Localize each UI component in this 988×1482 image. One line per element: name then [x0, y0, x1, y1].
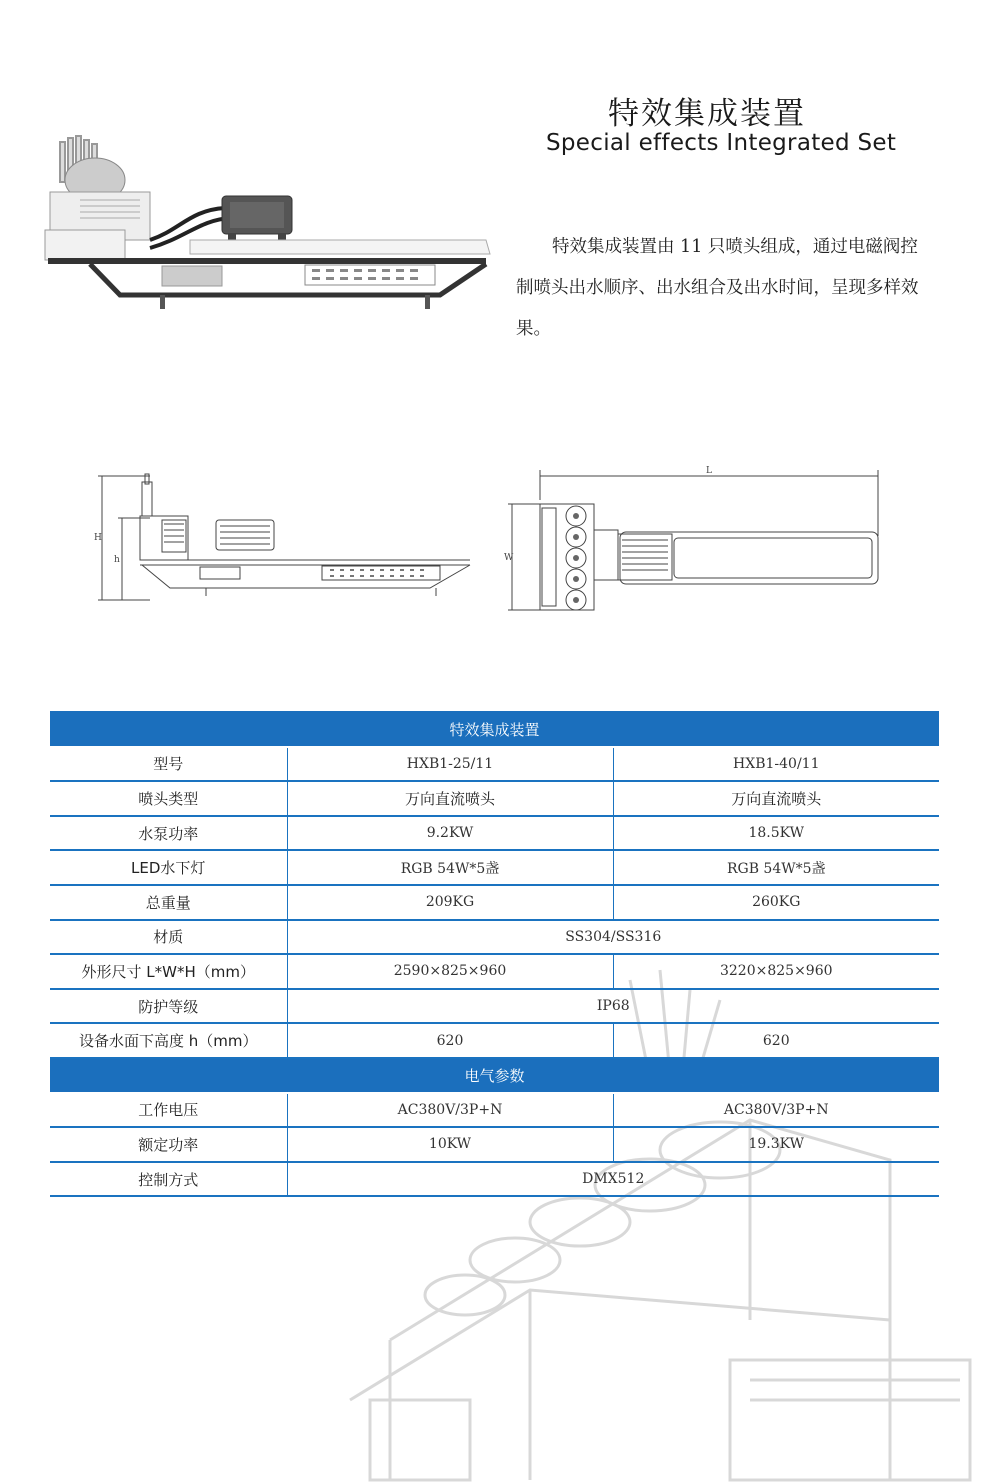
row-label: 喷头类型: [50, 781, 287, 816]
cell-model-a: HXB1-25/11: [287, 747, 613, 782]
cell-power-b: 19.3KW: [613, 1127, 939, 1162]
cell-led-b: RGB 54W*5盏: [613, 850, 939, 885]
section-title-electrical: 电气参数: [50, 1058, 939, 1093]
cell-weight-b: 260KG: [613, 885, 939, 920]
cell-depth-b: 620: [613, 1023, 939, 1058]
dim-label-L: L: [706, 466, 712, 476]
product-photo: [40, 130, 500, 320]
cell-voltage-a: AC380V/3P+N: [287, 1093, 613, 1128]
table-row: [50, 1093, 939, 1128]
cell-nozzle-b: 万向直流喷头: [613, 781, 939, 816]
row-label: 材质: [50, 920, 287, 955]
row-label: 水泵功率: [50, 816, 287, 851]
row-label: 工作电压: [50, 1093, 287, 1128]
spec-table: [50, 713, 939, 1197]
cell-voltage-b: AC380V/3P+N: [613, 1093, 939, 1128]
row-label: 控制方式: [50, 1162, 287, 1197]
table-row: [50, 1127, 939, 1162]
table-row: [50, 954, 939, 989]
row-label: 外形尺寸 L*W*H（mm）: [50, 954, 287, 989]
dim-label-H: H: [94, 533, 102, 543]
page-title: 特效集成装置: [608, 96, 806, 132]
row-label: 设备水面下高度 h（mm）: [50, 1023, 287, 1058]
table-row: [50, 1023, 939, 1058]
cell-material: SS304/SS316: [287, 920, 939, 955]
table-section-header: [50, 713, 939, 747]
table-row: [50, 1162, 939, 1197]
table-section-header: [50, 1058, 939, 1093]
cell-power-a: 10KW: [287, 1127, 613, 1162]
product-description: 特效集成装置由 11 只喷头组成，通过电磁阀控制喷头出水顺序、出水组合及出水时间，呈现多样效果。: [516, 237, 919, 339]
dim-label-W: W: [504, 553, 514, 563]
row-label: 额定功率: [50, 1127, 287, 1162]
table-row: [50, 885, 939, 920]
cell-pump-a: 9.2KW: [287, 816, 613, 851]
page-subtitle-en: Special effects Integrated Set: [546, 130, 897, 156]
row-label: 总重量: [50, 885, 287, 920]
cell-dimensions-b: 3220×825×960: [613, 954, 939, 989]
cell-model-b: HXB1-40/11: [613, 747, 939, 782]
table-row: [50, 989, 939, 1024]
cell-depth-a: 620: [287, 1023, 613, 1058]
section-title-product: 特效集成装置: [50, 713, 939, 747]
row-label: 型号: [50, 747, 287, 782]
table-row: [50, 850, 939, 885]
dim-label-h: h: [114, 555, 120, 565]
side-view-drawing: [90, 470, 490, 610]
cell-protection: IP68: [287, 989, 939, 1024]
table-row: [50, 816, 939, 851]
cell-pump-b: 18.5KW: [613, 816, 939, 851]
cell-control: DMX512: [287, 1162, 939, 1197]
top-view-drawing: [500, 460, 890, 620]
cell-weight-a: 209KG: [287, 885, 613, 920]
table-row: [50, 781, 939, 816]
cell-led-a: RGB 54W*5盏: [287, 850, 613, 885]
cell-dimensions-a: 2590×825×960: [287, 954, 613, 989]
cell-nozzle-a: 万向直流喷头: [287, 781, 613, 816]
table-row: [50, 747, 939, 782]
row-label: LED水下灯: [50, 850, 287, 885]
table-row: [50, 920, 939, 955]
row-label: 防护等级: [50, 989, 287, 1024]
